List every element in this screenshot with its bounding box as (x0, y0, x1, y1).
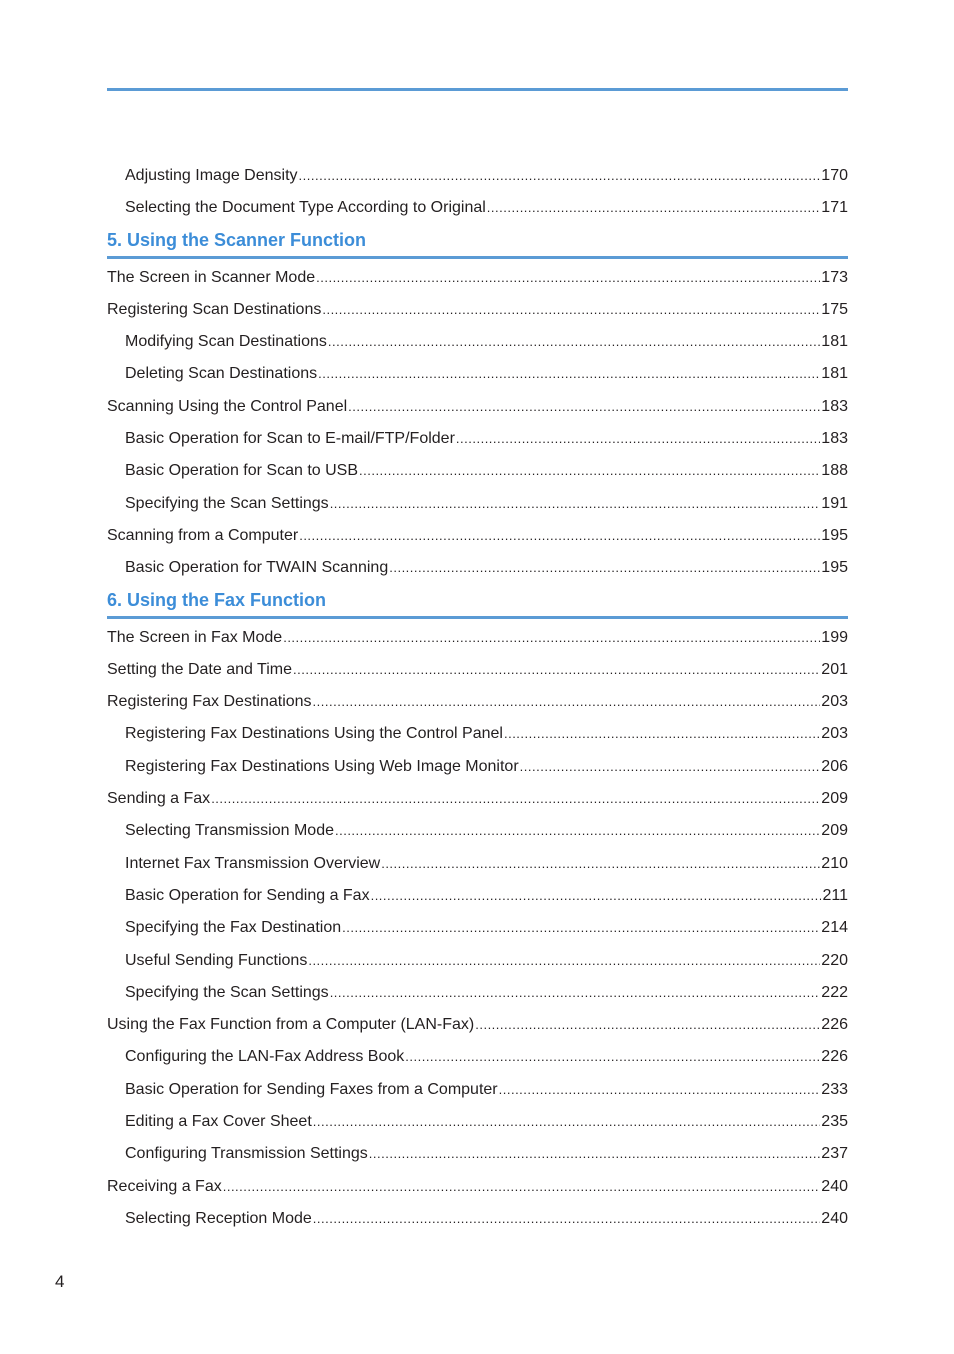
toc-entry[interactable] (107, 358, 848, 390)
dot-leader (211, 783, 820, 815)
toc-entry-page: 170 (821, 167, 848, 184)
toc-entry-page: 183 (821, 430, 848, 448)
toc-entry-page: 220 (821, 951, 848, 969)
toc-entry[interactable] (107, 686, 848, 718)
dot-leader (299, 160, 821, 192)
toc-entry-label: The Screen in Scanner Mode (107, 268, 316, 286)
dot-leader (504, 718, 820, 750)
toc-entry-page: 181 (821, 333, 848, 351)
toc-entry-page: 206 (821, 757, 848, 775)
dot-leader (487, 192, 821, 224)
toc-entry[interactable] (107, 718, 848, 750)
page-number: 4 (55, 1272, 65, 1291)
dot-leader (223, 1171, 821, 1203)
dot-leader (520, 751, 821, 783)
dot-leader (293, 654, 820, 686)
dot-leader (313, 686, 821, 718)
dot-leader (328, 326, 820, 358)
toc-entry-label: Registering Scan Destinations (107, 300, 322, 318)
toc-entry[interactable] (107, 848, 848, 880)
toc-entry-page: 240 (821, 1209, 848, 1227)
toc-entry[interactable] (107, 192, 848, 224)
toc-entry-page: 222 (821, 983, 848, 1001)
toc-entry[interactable] (107, 1074, 848, 1106)
toc-entry[interactable] (107, 294, 848, 326)
toc-entry-label: Receiving a Fax (107, 1177, 222, 1195)
dot-leader (499, 1074, 821, 1106)
toc-entry-label: Selecting the Document Type According to Original (125, 199, 486, 217)
toc-entry[interactable] (107, 654, 848, 686)
toc-entry-label: Editing a Fax Cover Sheet (125, 1113, 312, 1131)
dot-leader (456, 423, 820, 455)
toc-entry-label: Basic Operation for TWAIN Scanning (125, 559, 389, 577)
toc-entry[interactable] (107, 815, 848, 847)
toc-entry-page: 171 (821, 199, 848, 217)
dot-leader (330, 977, 821, 1009)
toc-entry-label: The Screen in Fax Mode (107, 628, 283, 646)
toc-entry[interactable] (107, 455, 848, 487)
chapter-heading[interactable]: 6. Using the Fax Function (107, 585, 848, 619)
dot-leader (318, 358, 820, 390)
toc-entry-page: 195 (821, 559, 848, 577)
toc-entry-label: Scanning from a Computer (107, 526, 299, 544)
toc-entry[interactable] (107, 552, 848, 584)
toc-entry-page: 240 (821, 1177, 848, 1195)
toc-entry-label: Internet Fax Transmission Overview (125, 854, 381, 872)
toc-entry[interactable] (107, 423, 848, 455)
toc-entry-page: 214 (821, 919, 848, 937)
toc-entry-page: 235 (821, 1113, 848, 1131)
toc-entry-label: Deleting Scan Destinations (125, 365, 318, 383)
toc-entry-label: Useful Sending Functions (125, 951, 308, 969)
toc-entry-label: Setting the Date and Time (107, 660, 292, 678)
dot-leader (316, 262, 820, 294)
toc-entry-page: 173 (821, 268, 848, 286)
toc-entry-page: 183 (821, 397, 848, 415)
toc-entry[interactable] (107, 1138, 848, 1170)
toc-entry[interactable] (107, 1041, 848, 1073)
toc-entry-page: 203 (821, 693, 848, 711)
dot-leader (371, 880, 822, 912)
toc-entry-label: Registering Fax Destinations Using Web Image Monitor (125, 757, 519, 775)
toc-entry-label: Registering Fax Destinations Using the Control Panel (125, 725, 503, 743)
toc-entry-label: Basic Operation for Sending a Fax (125, 886, 370, 904)
chapter-heading[interactable]: 5. Using the Scanner Function (107, 225, 848, 259)
toc-entry-page: 188 (821, 462, 848, 480)
toc-entry[interactable] (107, 1009, 848, 1041)
toc-entry-page: 199 (821, 628, 848, 646)
toc-entry-label: Basic Operation for Scan to E-mail/FTP/Folder (125, 430, 455, 448)
toc-entry-label: Specifying the Scan Settings (125, 494, 329, 512)
dot-leader (283, 622, 820, 654)
dot-leader (299, 520, 820, 552)
toc-entry-page: 181 (821, 365, 848, 383)
toc-entry-label: Adjusting Image Density (125, 167, 298, 184)
toc-entry[interactable] (107, 751, 848, 783)
toc-entry-label: Basic Operation for Sending Faxes from a Computer (125, 1080, 498, 1098)
toc-entry-page: 211 (822, 886, 848, 904)
toc-entry-label: Sending a Fax (107, 790, 211, 808)
toc-entry-page: 226 (821, 1048, 848, 1066)
toc-entry-page: 237 (821, 1145, 848, 1163)
toc-entry[interactable] (107, 262, 848, 294)
header-rule (107, 88, 848, 91)
toc-entry-label: Basic Operation for Scan to USB (125, 462, 358, 480)
toc-entry[interactable] (107, 783, 848, 815)
toc-entry[interactable] (107, 488, 848, 520)
toc-entry-page: 209 (821, 790, 848, 808)
toc-entry-label: Configuring the LAN-Fax Address Book (125, 1048, 405, 1066)
toc-entry-page: 226 (821, 1016, 848, 1034)
toc-entry[interactable] (107, 945, 848, 977)
toc-entry-page: 209 (821, 822, 848, 840)
dot-leader (313, 1106, 821, 1138)
toc-entry-label: Configuring Transmission Settings (125, 1145, 368, 1163)
toc-entry[interactable] (107, 1203, 848, 1235)
toc-entry-page: 195 (821, 526, 848, 544)
toc-entry-label: Registering Fax Destinations (107, 693, 312, 711)
dot-leader (330, 488, 821, 520)
toc-entry[interactable] (107, 160, 848, 192)
toc-entry-label: Specifying the Fax Destination (125, 919, 342, 937)
toc-entry-label: Selecting Transmission Mode (125, 822, 334, 840)
toc-entry-page: 210 (821, 854, 848, 872)
dot-leader (335, 815, 820, 847)
toc-entry[interactable] (107, 1106, 848, 1138)
toc-entry[interactable] (107, 977, 848, 1009)
toc-entry-page: 175 (821, 300, 848, 318)
toc-entry[interactable] (107, 520, 848, 552)
dot-leader (405, 1041, 820, 1073)
table-of-contents (107, 160, 848, 1235)
toc-entry-page: 233 (821, 1080, 848, 1098)
dot-leader (313, 1203, 821, 1235)
toc-entry-label: Scanning Using the Control Panel (107, 397, 348, 415)
toc-entry[interactable] (107, 880, 848, 912)
dot-leader (322, 294, 820, 326)
toc-entry-page: 201 (821, 660, 848, 678)
toc-entry-label: Using the Fax Function from a Computer (LAN-Fax) (107, 1016, 475, 1034)
dot-leader (475, 1009, 820, 1041)
dot-leader (359, 455, 820, 487)
toc-entry-page: 203 (821, 725, 848, 743)
dot-leader (381, 848, 820, 880)
dot-leader (308, 945, 820, 977)
dot-leader (389, 552, 820, 584)
toc-entry-page: 191 (821, 494, 848, 512)
toc-entry[interactable] (107, 912, 848, 944)
dot-leader (369, 1138, 821, 1170)
toc-entry-label: Modifying Scan Destinations (125, 333, 327, 351)
toc-entry[interactable] (107, 326, 848, 358)
toc-entry-label: Specifying the Scan Settings (125, 983, 329, 1001)
dot-leader (348, 391, 820, 423)
toc-entry[interactable] (107, 1171, 848, 1203)
dot-leader (342, 912, 820, 944)
toc-entry[interactable] (107, 622, 848, 654)
toc-entry[interactable] (107, 391, 848, 423)
toc-entry-label: Selecting Reception Mode (125, 1209, 312, 1227)
